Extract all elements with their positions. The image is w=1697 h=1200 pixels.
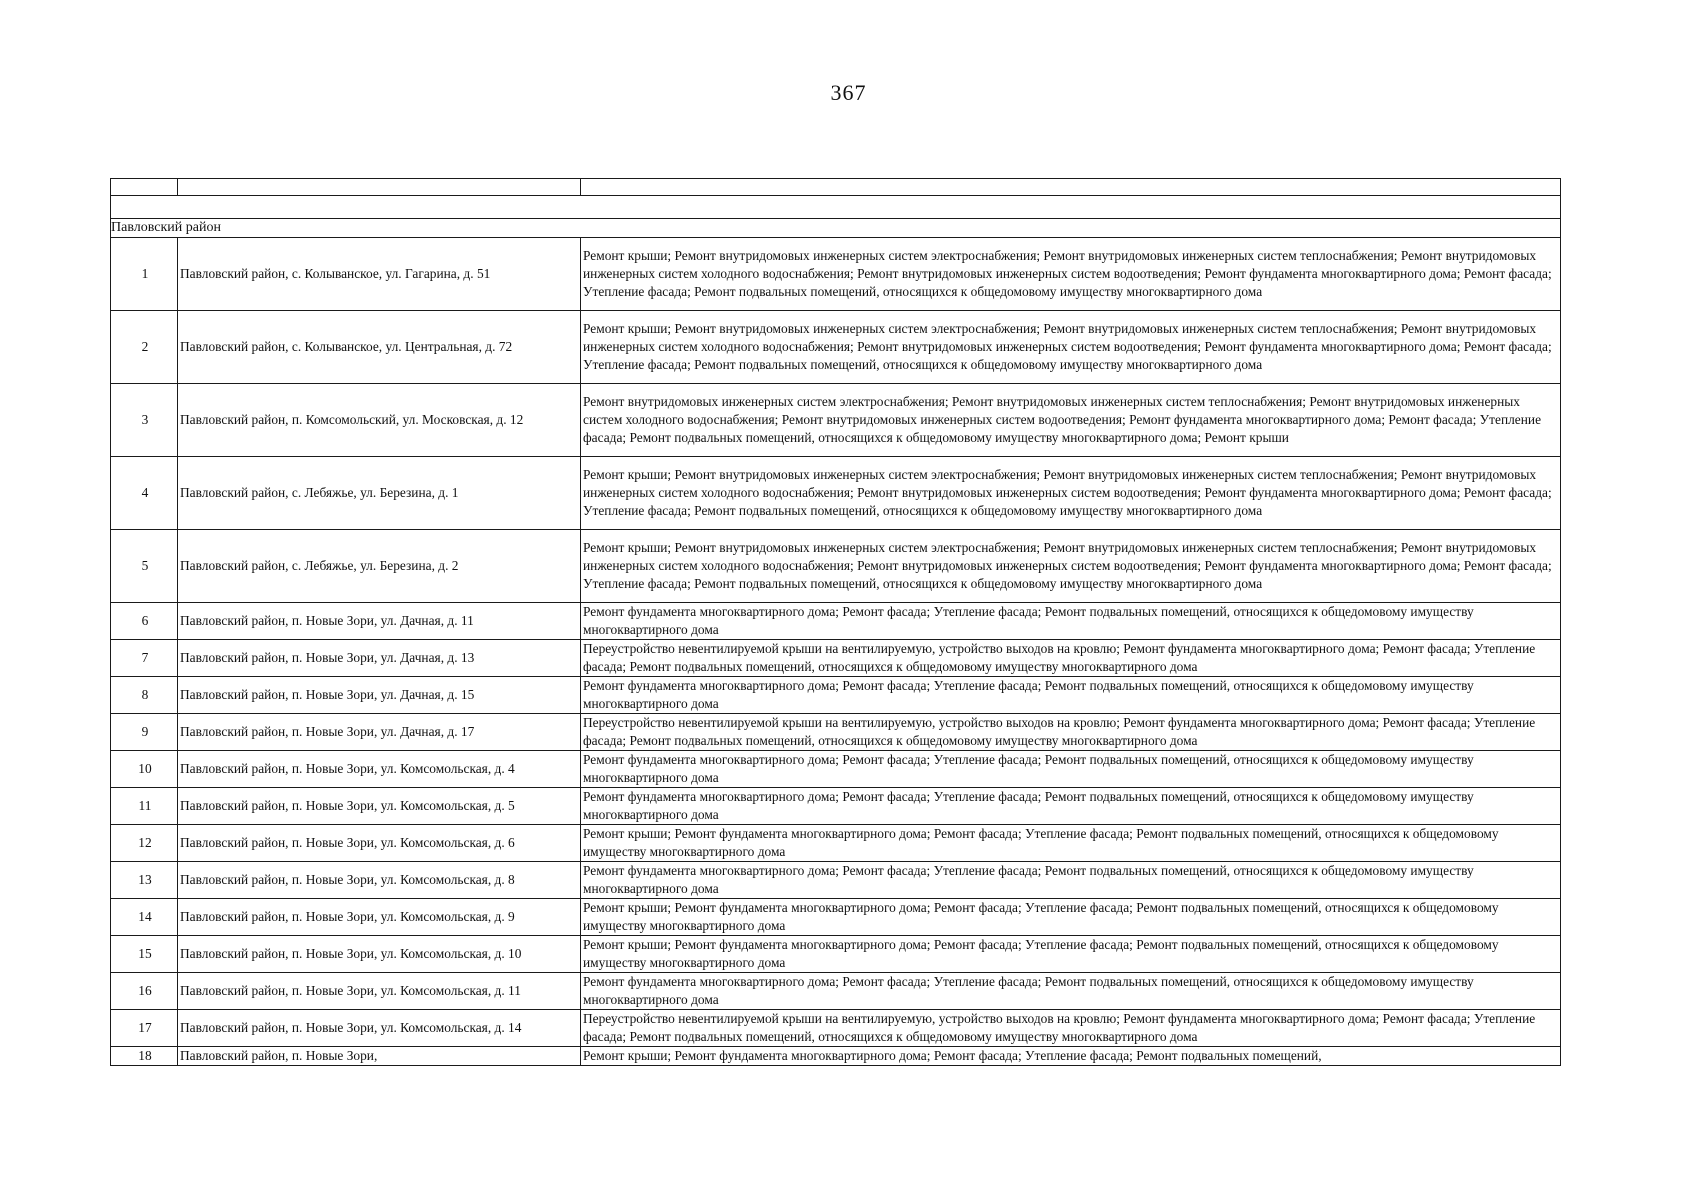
row-works: Ремонт крыши; Ремонт фундамента многоквартирного дома; Ремонт фасада; Утепление фасада; Ремонт подвальных помещений, относящихся к общедомовому имуществу многоквартирного дома xyxy=(581,825,1561,862)
row-address: Павловский район, п. Новые Зори, ул. Комсомольская, д. 10 xyxy=(178,936,581,973)
row-address: Павловский район, п. Комсомольский, ул. Московская, д. 12 xyxy=(178,384,581,457)
row-address: Павловский район, с. Лебяжье, ул. Березина, д. 1 xyxy=(178,457,581,530)
row-address: Павловский район, п. Новые Зори, ул. Комсомольская, д. 4 xyxy=(178,751,581,788)
table-header-blank-row xyxy=(111,179,1561,196)
table-row xyxy=(111,973,1561,1010)
table-body xyxy=(111,179,1561,1066)
table-row xyxy=(111,384,1561,457)
row-number: 5 xyxy=(111,530,178,603)
row-works: Ремонт крыши; Ремонт внутридомовых инженерных систем электроснабжения; Ремонт внутридомовых инженерных систем теплоснабжения; Ремонт внутридомовых инженерных систем холодного водоснабжения; Ремонт внутридомовых инженерных систем водоотведения; Ремонт фундамента многоквартирного дома; Ремонт фасада; Утепление фасада; Ремонт подвальных помещений, относящихся к общедомовому имуществу многоквартирного дома xyxy=(581,238,1561,311)
spacer-cell xyxy=(111,196,1561,219)
row-address: Павловский район, п. Новые Зори, ул. Дачная, д. 13 xyxy=(178,640,581,677)
row-number: 14 xyxy=(111,899,178,936)
row-works: Ремонт фундамента многоквартирного дома; Ремонт фасада; Утепление фасада; Ремонт подвальных помещений, относящихся к общедомовому имуществу многоквартирного дома xyxy=(581,862,1561,899)
row-number: 8 xyxy=(111,677,178,714)
row-address: Павловский район, п. Новые Зори, ул. Комсомольская, д. 11 xyxy=(178,973,581,1010)
row-number: 17 xyxy=(111,1010,178,1047)
row-address: Павловский район, с. Лебяжье, ул. Березина, д. 2 xyxy=(178,530,581,603)
table-row xyxy=(111,677,1561,714)
row-works: Ремонт крыши; Ремонт внутридомовых инженерных систем электроснабжения; Ремонт внутридомовых инженерных систем теплоснабжения; Ремонт внутридомовых инженерных систем холодного водоснабжения; Ремонт внутридомовых инженерных систем водоотведения; Ремонт фундамента многоквартирного дома; Ремонт фасада; Утепление фасада; Ремонт подвальных помещений, относящихся к общедомовому имуществу многоквартирного дома xyxy=(581,530,1561,603)
row-works: Ремонт крыши; Ремонт фундамента многоквартирного дома; Ремонт фасада; Утепление фасада; Ремонт подвальных помещений, относящихся к общедомовому имуществу многоквартирного дома xyxy=(581,899,1561,936)
row-works: Переустройство невентилируемой крыши на вентилируемую, устройство выходов на кровлю; Ремонт фундамента многоквартирного дома; Ремонт фасада; Утепление фасада; Ремонт подвальных помещений, относящихся к общедомовому имуществу многоквартирного дома xyxy=(581,1010,1561,1047)
repair-registry-table xyxy=(110,178,1561,1066)
row-works: Переустройство невентилируемой крыши на вентилируемую, устройство выходов на кровлю; Ремонт фундамента многоквартирного дома; Ремонт фасада; Утепление фасада; Ремонт подвальных помещений, относящихся к общедомовому имуществу многоквартирного дома xyxy=(581,640,1561,677)
row-address: Павловский район, п. Новые Зори, ул. Комсомольская, д. 6 xyxy=(178,825,581,862)
row-number: 12 xyxy=(111,825,178,862)
row-number: 7 xyxy=(111,640,178,677)
row-number: 4 xyxy=(111,457,178,530)
header-blank-cell xyxy=(178,179,581,196)
page-number: 367 xyxy=(830,80,867,105)
district-row xyxy=(111,219,1561,238)
row-works: Ремонт фундамента многоквартирного дома; Ремонт фасада; Утепление фасада; Ремонт подвальных помещений, относящихся к общедомовому имуществу многоквартирного дома xyxy=(581,973,1561,1010)
table-row xyxy=(111,1047,1561,1066)
table-row xyxy=(111,457,1561,530)
row-address: Павловский район, п. Новые Зори, ул. Комсомольская, д. 9 xyxy=(178,899,581,936)
row-address: Павловский район, п. Новые Зори, ул. Дачная, д. 15 xyxy=(178,677,581,714)
row-address: Павловский район, п. Новые Зори, xyxy=(178,1047,581,1066)
row-works: Ремонт крыши; Ремонт внутридомовых инженерных систем электроснабжения; Ремонт внутридомовых инженерных систем теплоснабжения; Ремонт внутридомовых инженерных систем холодного водоснабжения; Ремонт внутридомовых инженерных систем водоотведения; Ремонт фундамента многоквартирного дома; Ремонт фасада; Утепление фасада; Ремонт подвальных помещений, относящихся к общедомовому имуществу многоквартирного дома xyxy=(581,457,1561,530)
table-row xyxy=(111,714,1561,751)
table-row xyxy=(111,862,1561,899)
table-row xyxy=(111,530,1561,603)
row-number: 11 xyxy=(111,788,178,825)
table-row xyxy=(111,311,1561,384)
table-row xyxy=(111,751,1561,788)
row-address: Павловский район, п. Новые Зори, ул. Дачная, д. 11 xyxy=(178,603,581,640)
table-row xyxy=(111,640,1561,677)
row-works: Ремонт фундамента многоквартирного дома; Ремонт фасада; Утепление фасада; Ремонт подвальных помещений, относящихся к общедомовому имуществу многоквартирного дома xyxy=(581,788,1561,825)
district-title: Павловский район xyxy=(111,219,1561,238)
row-works: Ремонт фундамента многоквартирного дома; Ремонт фасада; Утепление фасада; Ремонт подвальных помещений, относящихся к общедомовому имуществу многоквартирного дома xyxy=(581,677,1561,714)
table-row xyxy=(111,1010,1561,1047)
row-works: Переустройство невентилируемой крыши на вентилируемую, устройство выходов на кровлю; Ремонт фундамента многоквартирного дома; Ремонт фасада; Утепление фасада; Ремонт подвальных помещений, относящихся к общедомовому имуществу многоквартирного дома xyxy=(581,714,1561,751)
table-row xyxy=(111,936,1561,973)
row-works: Ремонт фундамента многоквартирного дома; Ремонт фасада; Утепление фасада; Ремонт подвальных помещений, относящихся к общедомовому имуществу многоквартирного дома xyxy=(581,751,1561,788)
row-address: Павловский район, п. Новые Зори, ул. Дачная, д. 17 xyxy=(178,714,581,751)
header-blank-cell xyxy=(111,179,178,196)
row-number: 16 xyxy=(111,973,178,1010)
row-number: 15 xyxy=(111,936,178,973)
row-number: 18 xyxy=(111,1047,178,1066)
table-row xyxy=(111,825,1561,862)
row-works: Ремонт внутридомовых инженерных систем электроснабжения; Ремонт внутридомовых инженерных систем теплоснабжения; Ремонт внутридомовых инженерных систем холодного водоснабжения; Ремонт внутридомовых инженерных систем водоотведения; Ремонт фундамента многоквартирного дома; Ремонт фасада; Утепление фасада; Ремонт подвальных помещений, относящихся к общедомовому имуществу многоквартирного дома; Ремонт крыши xyxy=(581,384,1561,457)
header-blank-cell xyxy=(581,179,1561,196)
row-works: Ремонт крыши; Ремонт внутридомовых инженерных систем электроснабжения; Ремонт внутридомовых инженерных систем теплоснабжения; Ремонт внутридомовых инженерных систем холодного водоснабжения; Ремонт внутридомовых инженерных систем водоотведения; Ремонт фундамента многоквартирного дома; Ремонт фасада; Утепление фасада; Ремонт подвальных помещений, относящихся к общедомовому имуществу многоквартирного дома xyxy=(581,311,1561,384)
table-row xyxy=(111,238,1561,311)
table-row xyxy=(111,899,1561,936)
row-number: 6 xyxy=(111,603,178,640)
row-number: 9 xyxy=(111,714,178,751)
row-address: Павловский район, п. Новые Зори, ул. Комсомольская, д. 8 xyxy=(178,862,581,899)
row-number: 13 xyxy=(111,862,178,899)
row-number: 1 xyxy=(111,238,178,311)
row-address: Павловский район, п. Новые Зори, ул. Комсомольская, д. 5 xyxy=(178,788,581,825)
table-spacer-row xyxy=(111,196,1561,219)
table-row xyxy=(111,788,1561,825)
row-address: Павловский район, с. Колыванское, ул. Центральная, д. 72 xyxy=(178,311,581,384)
row-address: Павловский район, с. Колыванское, ул. Гагарина, д. 51 xyxy=(178,238,581,311)
row-number: 10 xyxy=(111,751,178,788)
row-number: 2 xyxy=(111,311,178,384)
table-row xyxy=(111,603,1561,640)
row-number: 3 xyxy=(111,384,178,457)
row-works: Ремонт крыши; Ремонт фундамента многоквартирного дома; Ремонт фасада; Утепление фасада; Ремонт подвальных помещений, xyxy=(581,1047,1561,1066)
row-works: Ремонт крыши; Ремонт фундамента многоквартирного дома; Ремонт фасада; Утепление фасада; Ремонт подвальных помещений, относящихся к общедомовому имуществу многоквартирного дома xyxy=(581,936,1561,973)
row-works: Ремонт фундамента многоквартирного дома; Ремонт фасада; Утепление фасада; Ремонт подвальных помещений, относящихся к общедомовому имуществу многоквартирного дома xyxy=(581,603,1561,640)
row-address: Павловский район, п. Новые Зори, ул. Комсомольская, д. 14 xyxy=(178,1010,581,1047)
